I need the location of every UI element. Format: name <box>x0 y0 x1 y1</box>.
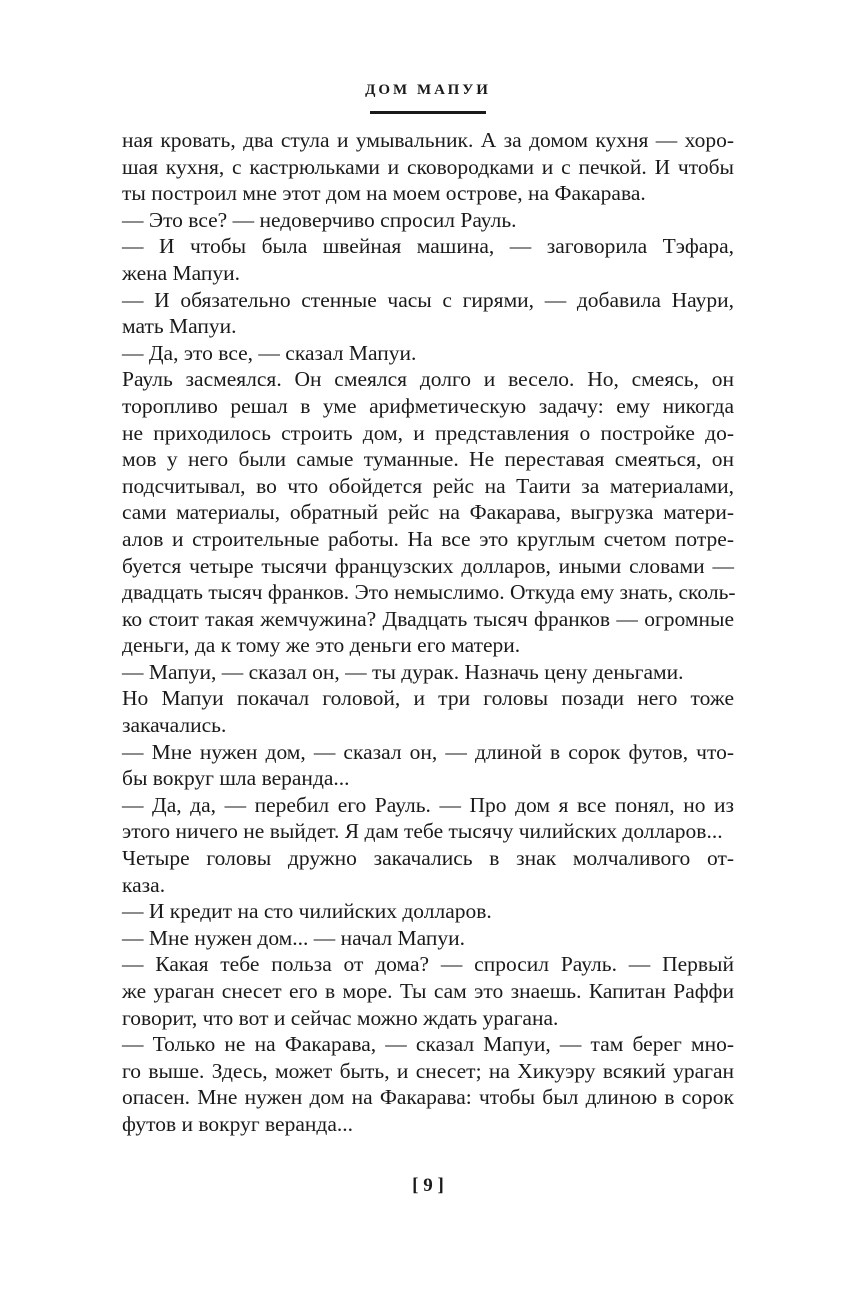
text-line: Четыре головы дружно закачались в знак молчаливого от- <box>122 846 734 871</box>
text-line: — И обязательно стенные часы с гирями, — добавила Наури, <box>122 287 734 312</box>
text-line: — Мне нужен дом... — начал Мапуи. <box>122 925 465 950</box>
text-line: го выше. Здесь, может быть, и снесет; на Хикуэру всякий ураган <box>122 1058 734 1083</box>
text-line: буется четыре тысячи французских долларов, иными словами — <box>122 553 734 578</box>
text-line: сами материалы, обратный рейс на Факарава, выгрузка матери- <box>122 500 734 525</box>
running-head: ДОМ МАПУИ <box>365 82 491 98</box>
text-line: алов и строительные работы. На все это круглым счетом потре- <box>122 526 734 551</box>
text-line: закачались. <box>122 713 227 738</box>
text-line: — Какая тебе польза от дома? — спросил Рауль. — Первый <box>122 952 734 977</box>
text-line: этого ничего не выйдет. Я дам тебе тысячу чилийских долларов... <box>122 819 723 844</box>
text-line: двадцать тысяч франков. Это немыслимо. Откуда ему знать, сколь- <box>122 580 736 605</box>
body-text <box>122 127 734 1138</box>
text-line: — Да, это все, — сказал Мапуи. <box>122 340 417 365</box>
text-line: — Мапуи, — сказал он, — ты дурак. Назначь цену деньгами. <box>122 659 684 684</box>
text-line: Но Мапуи покачал головой, и три головы позади него тоже <box>122 686 734 711</box>
text-line: — И чтобы была швейная машина, — заговорила Тэфара, <box>122 234 734 259</box>
text-line: — Да, да, — перебил его Рауль. — Про дом я все понял, но из <box>122 792 734 817</box>
text-line: футов и вокруг веранда... <box>122 1111 353 1136</box>
head-rule <box>370 111 486 114</box>
text-line: — Только не на Факарава, — сказал Мапуи, — там берег мно- <box>122 1032 734 1057</box>
text-line: же ураган снесет его в море. Ты сам это знаешь. Капитан Раффи <box>122 979 734 1003</box>
text-line: деньги, да к тому же это деньги его матери. <box>122 633 521 658</box>
text-line: мов у него были самые туманные. Не переставая смеяться, он <box>122 447 734 472</box>
text-line: подсчитывал, во что обойдется рейс на Таити за материалами, <box>122 473 734 498</box>
text-line: говорит, что вот и сейчас можно ждать урагана. <box>122 1005 559 1030</box>
text-line: ты построил мне этот дом на моем острове, на Факарава. <box>122 181 646 206</box>
text-line: жена Мапуи. <box>122 260 241 285</box>
text-line: бы вокруг шла веранда... <box>122 766 350 791</box>
text-line: — Мне нужен дом, — сказал он, — длиной в сорок футов, что- <box>122 739 734 764</box>
text-line: ная кровать, два стула и умывальник. А за домом кухня — хоро- <box>122 128 734 152</box>
text-line: Рауль засмеялся. Он смеялся долго и весело. Но, смеясь, он <box>122 367 734 392</box>
page-number: [ 9 ] <box>412 1175 444 1196</box>
text-line: — Это все? — недоверчиво спросил Рауль. <box>122 207 517 232</box>
text-line: не приходилось строить дом, и представления о постройке до- <box>122 420 734 445</box>
text-line: мать Мапуи. <box>122 314 237 339</box>
text-line: каза. <box>122 872 166 897</box>
text-line: шая кухня, с кастрюльками и сковородками и с печкой. И чтобы <box>122 154 734 179</box>
text-line: опасен. Мне нужен дом на Факарава: чтобы был длиною в сорок <box>122 1085 734 1110</box>
text-line: — И кредит на сто чилийских долларов. <box>122 899 492 924</box>
text-line: ко стоит такая жемчужина? Двадцать тысяч франков — огромные <box>122 606 734 631</box>
text-line: торопливо решал в уме арифметическую задачу: ему никогда <box>122 393 734 418</box>
